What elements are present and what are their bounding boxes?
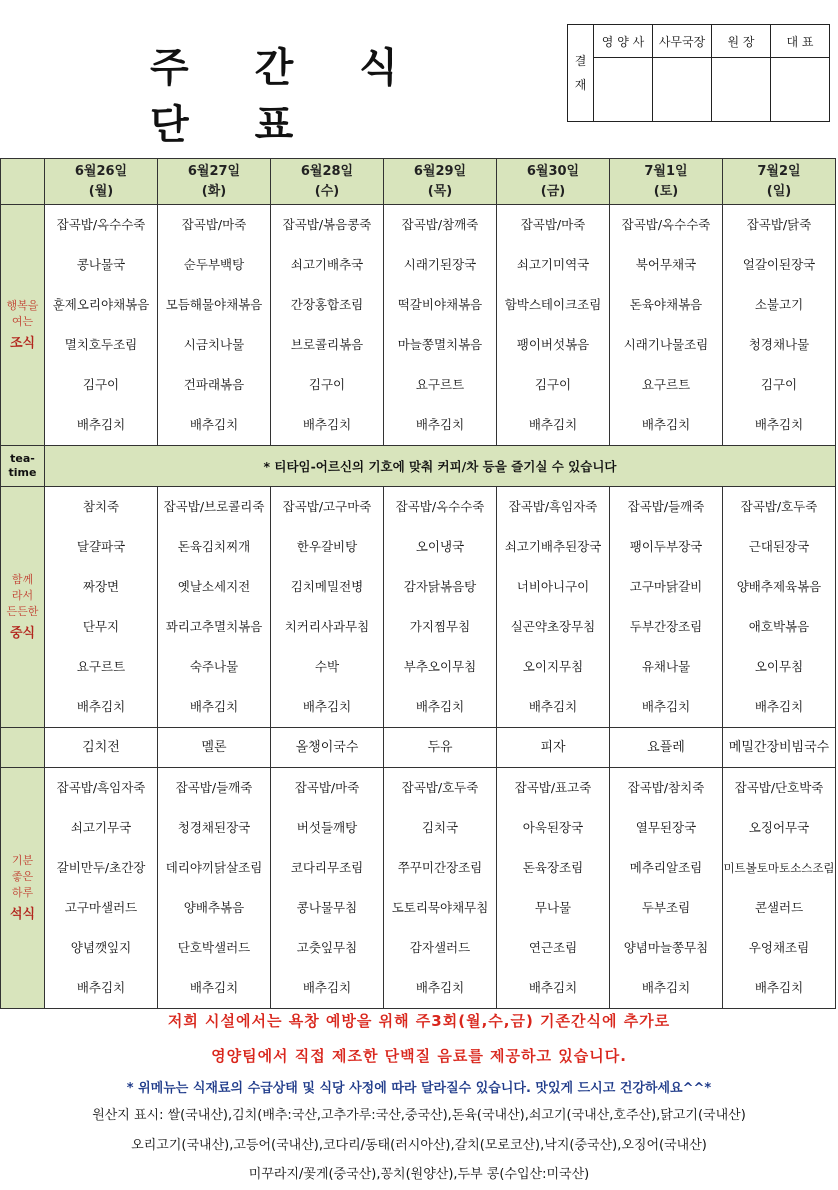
menu-item: 치커리사과무침 [284,619,370,634]
menu-item: 북어무채국 [635,257,697,272]
origin-label-line1: 원산지 표시: 쌀(국내산),김치(배추:국산,고추가루:국산,중국산),돈육(국내산),쇠고기(국내산,호주산),닭고기(국내산) [92,1108,746,1123]
menu-item: 배추김치 [528,417,578,432]
menu-item: 두부간장조림 [629,619,703,634]
menu-item: 감자닭볶음탕 [403,579,477,594]
menu-item: 쇠고기배추국 [290,257,364,272]
menu-item: 양념마늘쫑무침 [623,940,709,955]
menu-item: 잡곡밥/들깨죽 [627,499,705,514]
menu-item: 요구르트 [641,377,691,392]
signature-cell[interactable] [771,58,830,122]
menu-item: 쇠고기무국 [70,820,132,835]
lunch-day-cell [45,487,158,728]
breakfast-day-cell [158,205,271,446]
menu-item: 고춧잎무침 [296,940,358,955]
menu-item: 요구르트 [415,377,465,392]
menu-item: 달걀파국 [76,539,126,554]
breakfast-day-cell [271,205,384,446]
meal-label-teatime: tea- time [1,446,45,487]
signature-cell[interactable] [653,58,712,122]
menu-item: 잡곡밥/참깨죽 [401,217,479,232]
menu-item: 얼갈이된장국 [742,257,816,272]
teatime-notice: * 티타임-어르신의 기호에 맞춰 커피/차 등을 즐기실 수 있습니다 [45,446,836,487]
menu-item: 잡곡밥/브로콜리죽 [163,499,265,514]
menu-item: 데리야끼닭살조림 [165,860,263,875]
menu-item: 잡곡밥/옥수수죽 [621,217,711,232]
menu-item: 배추김치 [76,699,126,714]
menu-item: 마늘쫑멸치볶음 [397,337,483,352]
origin-label-line2: 오리고기(국내산),고등어(국내산),코다리/동태(러시아산),갈치(모로코산),낙지(중국산),오징어(국내산) [131,1138,707,1153]
menu-item: 쇠고기배추된장국 [504,539,602,554]
lunch-day-cell [271,487,384,728]
menu-item: 콘샐러드 [754,900,804,915]
menu-item: 참치죽 [82,499,120,514]
snack-item: 메밀간장비빔국수 [723,728,836,768]
menu-item: 양념깻잎지 [70,940,132,955]
meal-label-breakfast: 행복을 여는 조식 [1,205,45,446]
menu-item: 오징어무국 [748,820,810,835]
menu-item: 배추김치 [189,699,239,714]
day-header: 6월30일 (금) [497,159,610,205]
menu-item: 잡곡밥/옥수수죽 [395,499,485,514]
dinner-day-cell [610,768,723,1009]
menu-item: 꽈리고추멸치볶음 [165,619,263,634]
menu-item: 잡곡밥/고구마죽 [282,499,372,514]
menu-item: 시래기된장국 [403,257,477,272]
menu-item: 함박스테이크조림 [504,297,602,312]
menu-item: 연근조림 [528,940,578,955]
menu-item: 잡곡밥/마죽 [520,217,586,232]
menu-item: 콩나물국 [76,257,126,272]
dinner-day-cell [158,768,271,1009]
day-header: 6월26일 (월) [45,159,158,205]
menu-item: 배추김치 [189,980,239,995]
snack-item: 올챙이국수 [271,728,384,768]
lunch-day-cell [497,487,610,728]
menu-item: 소불고기 [754,297,804,312]
breakfast-day-cell [384,205,497,446]
menu-item: 청경채된장국 [177,820,251,835]
menu-item: 배추김치 [754,980,804,995]
menu-item: 고구마닭갈비 [629,579,703,594]
signature-cell[interactable] [712,58,771,122]
menu-item: 건파래볶음 [183,377,245,392]
menu-item: 한우갈비탕 [296,539,358,554]
menu-item: 요구르트 [76,659,126,674]
menu-item: 배추김치 [754,417,804,432]
menu-item: 팽이버섯볶음 [516,337,590,352]
menu-item: 잡곡밥/볶음콩죽 [282,217,372,232]
menu-item: 배추김치 [415,699,465,714]
lunch-day-cell [610,487,723,728]
menu-item: 간장홍합조림 [290,297,364,312]
menu-item: 열무된장국 [635,820,697,835]
menu-item: 배추김치 [415,980,465,995]
dinner-day-cell [45,768,158,1009]
menu-item: 고구마샐러드 [64,900,138,915]
menu-item: 모듬해물야채볶음 [165,297,263,312]
menu-item: 배추김치 [302,417,352,432]
menu-item: 유채나물 [641,659,691,674]
approval-role-office-manager: 사무국장 [653,25,712,58]
approval-role-ceo: 대 표 [771,25,830,58]
day-header: 7월2일 (일) [723,159,836,205]
menu-item: 훈제오리야채볶음 [52,297,150,312]
menu-item: 두부조림 [641,900,691,915]
meal-label-dinner: 기분 좋은 하루 석식 [1,768,45,1009]
menu-item: 김치국 [421,820,459,835]
signature-cell[interactable] [594,58,653,122]
menu-item: 잡곡밥/닭죽 [746,217,812,232]
menu-item: 잡곡밥/흑임자죽 [508,499,598,514]
menu-item: 순두부백탕 [183,257,245,272]
menu-item: 배추김치 [528,980,578,995]
menu-item: 배추김치 [189,417,239,432]
lunch-day-cell [723,487,836,728]
menu-item: 배추김치 [641,980,691,995]
menu-item: 잡곡밥/흑임자죽 [56,780,146,795]
page-title: 주 간 식 단 표 [150,45,424,148]
dinner-day-cell [271,768,384,1009]
snack-item: 두유 [384,728,497,768]
menu-item: 갈비만두/초간장 [56,860,146,875]
day-header: 6월28일 (수) [271,159,384,205]
origin-label-line3: 미꾸라지/꽃게(중국산),꽁치(원양산),두부 콩(수입산:미국산) [248,1167,590,1182]
menu-item: 돈육김치찌개 [177,539,251,554]
menu-item: 오이냉국 [415,539,465,554]
menu-item: 김구이 [760,377,798,392]
menu-item: 애호박볶음 [748,619,810,634]
menu-item: 우엉채조림 [748,940,810,955]
menu-item: 돈육야채볶음 [629,297,703,312]
menu-item: 아욱된장국 [522,820,584,835]
menu-item: 숙주나물 [189,659,239,674]
menu-item: 너비아니구이 [516,579,590,594]
menu-item: 배추김치 [302,980,352,995]
notice-menu-change: * 위메뉴는 식재료의 수급상태 및 식당 사정에 따라 달라질수 있습니다. 맛있게 드시고 건강하세요^^* [126,1081,712,1096]
menu-item: 멸치호두조림 [64,337,138,352]
menu-item: 떡갈비야채볶음 [397,297,483,312]
menu-item: 코다리무조림 [290,860,364,875]
dinner-day-cell [723,768,836,1009]
menu-item: 잡곡밥/참치죽 [627,780,705,795]
menu-item: 잡곡밥/옥수수죽 [56,217,146,232]
menu-item: 오이무침 [754,659,804,674]
menu-item: 배추김치 [528,699,578,714]
menu-item: 김구이 [82,377,120,392]
approval-label: 결 재 [568,25,594,122]
menu-item: 미트볼토마토소스조림 [723,861,835,875]
menu-item: 콩나물무침 [296,900,358,915]
menu-item: 배추김치 [76,980,126,995]
menu-item: 쇠고기미역국 [516,257,590,272]
menu-item: 부추오이무침 [403,659,477,674]
snack-item: 피자 [497,728,610,768]
menu-item: 잡곡밥/호두죽 [401,780,479,795]
menu-item: 감자샐러드 [409,940,471,955]
breakfast-day-cell [497,205,610,446]
meal-label-lunch: 함께 라서 든든한 중식 [1,487,45,728]
menu-item: 단호박샐러드 [177,940,251,955]
breakfast-day-cell [45,205,158,446]
menu-item: 김구이 [308,377,346,392]
approval-role-director: 원 장 [712,25,771,58]
menu-item: 배추김치 [415,417,465,432]
dinner-day-cell [497,768,610,1009]
snack-item: 김치전 [45,728,158,768]
approval-box [567,24,830,122]
approval-role-nutritionist: 영 양 사 [594,25,653,58]
menu-item: 시금치나물 [183,337,245,352]
menu-item: 잡곡밥/단호박죽 [734,780,824,795]
menu-item: 도토리묵야채무침 [391,900,489,915]
day-header: 6월27일 (화) [158,159,271,205]
breakfast-day-cell [610,205,723,446]
menu-item: 배추김치 [76,417,126,432]
menu-item: 오이지무침 [522,659,584,674]
menu-item: 잡곡밥/마죽 [181,217,247,232]
dinner-day-cell [384,768,497,1009]
snack-side-cell [1,728,45,768]
menu-item: 단무지 [82,619,120,634]
menu-item: 짜장면 [82,579,120,594]
menu-item: 쭈꾸미간장조림 [397,860,483,875]
menu-item: 양배추제육볶음 [736,579,822,594]
day-header: 7월1일 (토) [610,159,723,205]
menu-item: 잡곡밥/표고죽 [514,780,592,795]
menu-item: 브로콜리볶음 [290,337,364,352]
notice-protein-line2: 영양팀에서 직접 제조한 단백질 음료를 제공하고 있습니다. [211,1047,627,1065]
menu-item: 김치메밀전병 [290,579,364,594]
menu-item: 배추김치 [641,699,691,714]
menu-item: 잡곡밥/들깨죽 [175,780,253,795]
menu-item: 근대된장국 [748,539,810,554]
menu-item: 잡곡밥/마죽 [294,780,360,795]
menu-item: 김구이 [534,377,572,392]
menu-item: 수박 [314,659,340,674]
day-header: 6월29일 (목) [384,159,497,205]
menu-item: 배추김치 [754,699,804,714]
menu-item: 가지찜무침 [409,619,471,634]
menu-item: 메추리알조림 [629,860,703,875]
menu-item: 청경채나물 [748,337,810,352]
menu-item: 팽이두부장국 [629,539,703,554]
corner-cell [1,159,45,205]
menu-item: 배추김치 [641,417,691,432]
menu-item: 배추김치 [302,699,352,714]
menu-item: 잡곡밥/호두죽 [740,499,818,514]
notice-protein-line1: 저희 시설에서는 욕창 예방을 위해 주3회(월,수,금) 기존간식에 추가로 [167,1012,671,1030]
menu-item: 시래기나물조림 [623,337,709,352]
menu-item: 양배추볶음 [183,900,245,915]
breakfast-day-cell [723,205,836,446]
lunch-day-cell [158,487,271,728]
menu-item: 버섯들깨탕 [296,820,358,835]
menu-item: 돈육장조림 [522,860,584,875]
lunch-day-cell [384,487,497,728]
menu-item: 옛날소세지전 [177,579,251,594]
menu-item: 무나물 [534,900,572,915]
weekly-menu-table [0,158,836,1009]
snack-item: 요플레 [610,728,723,768]
menu-item: 실곤약초장무침 [510,619,596,634]
snack-item: 멜론 [158,728,271,768]
